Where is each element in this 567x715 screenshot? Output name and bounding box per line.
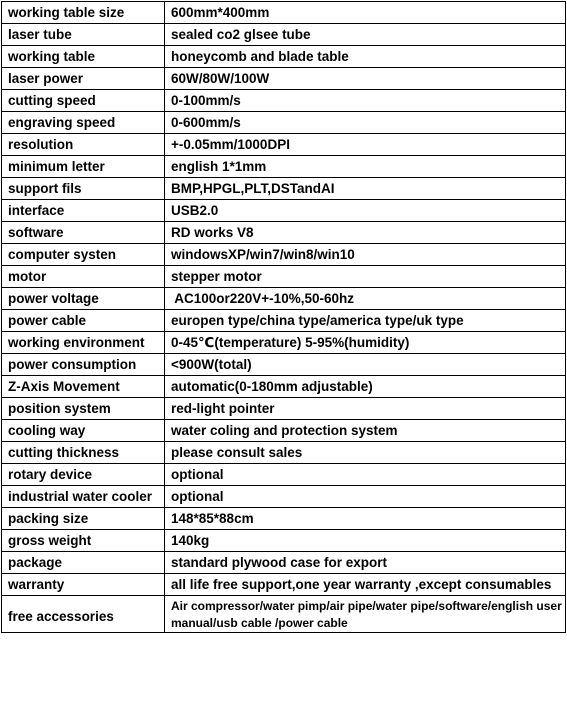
spec-label: laser power <box>2 68 165 90</box>
table-row <box>2 530 566 552</box>
table-row <box>2 442 566 464</box>
table-row <box>2 420 566 442</box>
spec-label: minimum letter <box>2 156 165 178</box>
spec-value: standard plywood case for export <box>165 552 566 574</box>
spec-label: computer systen <box>2 244 165 266</box>
table-row <box>2 596 566 633</box>
spec-value: stepper motor <box>165 266 566 288</box>
spec-label: gross weight <box>2 530 165 552</box>
spec-value: 0-100mm/s <box>165 90 566 112</box>
spec-value: optional <box>165 486 566 508</box>
spec-label: working table <box>2 46 165 68</box>
spec-value: honeycomb and blade table <box>165 46 566 68</box>
spec-label: software <box>2 222 165 244</box>
spec-value: RD works V8 <box>165 222 566 244</box>
spec-value: water coling and protection system <box>165 420 566 442</box>
spec-value: <900W(total) <box>165 354 566 376</box>
spec-value: english 1*1mm <box>165 156 566 178</box>
spec-label: support fils <box>2 178 165 200</box>
spec-table <box>1 1 566 633</box>
table-row <box>2 332 566 354</box>
spec-value: BMP,HPGL,PLT,DSTandAI <box>165 178 566 200</box>
spec-label: packing size <box>2 508 165 530</box>
spec-label: position system <box>2 398 165 420</box>
spec-label: motor <box>2 266 165 288</box>
table-row <box>2 508 566 530</box>
spec-label: laser tube <box>2 24 165 46</box>
spec-value: 600mm*400mm <box>165 2 566 24</box>
spec-value: red-light pointer <box>165 398 566 420</box>
table-row <box>2 2 566 24</box>
spec-label: cutting thickness <box>2 442 165 464</box>
spec-value: please consult sales <box>165 442 566 464</box>
spec-value: windowsXP/win7/win8/win10 <box>165 244 566 266</box>
table-row <box>2 486 566 508</box>
spec-label: industrial water cooler <box>2 486 165 508</box>
spec-label: cooling way <box>2 420 165 442</box>
table-row <box>2 46 566 68</box>
spec-value: AC100or220V+-10%,50-60hz <box>165 288 566 310</box>
table-row <box>2 376 566 398</box>
spec-value: all life free support,one year warranty ,except consumables <box>165 574 566 596</box>
spec-label: Z-Axis Movement <box>2 376 165 398</box>
table-row <box>2 178 566 200</box>
spec-label: power consumption <box>2 354 165 376</box>
spec-value: 0-600mm/s <box>165 112 566 134</box>
spec-label: package <box>2 552 165 574</box>
table-row <box>2 244 566 266</box>
spec-label: rotary device <box>2 464 165 486</box>
spec-label: warranty <box>2 574 165 596</box>
table-row <box>2 266 566 288</box>
spec-label: power cable <box>2 310 165 332</box>
spec-value: +-0.05mm/1000DPI <box>165 134 566 156</box>
spec-value: sealed co2 glsee tube <box>165 24 566 46</box>
table-row <box>2 398 566 420</box>
spec-label: working table size <box>2 2 165 24</box>
table-row <box>2 288 566 310</box>
table-row <box>2 574 566 596</box>
spec-label: interface <box>2 200 165 222</box>
table-row <box>2 354 566 376</box>
table-row <box>2 112 566 134</box>
spec-value: 140kg <box>165 530 566 552</box>
table-row <box>2 200 566 222</box>
spec-label: power voltage <box>2 288 165 310</box>
spec-label: working environment <box>2 332 165 354</box>
spec-value: 148*85*88cm <box>165 508 566 530</box>
spec-value: 60W/80W/100W <box>165 68 566 90</box>
table-row <box>2 68 566 90</box>
spec-value: USB2.0 <box>165 200 566 222</box>
table-row <box>2 464 566 486</box>
spec-label: free accessories <box>2 596 165 633</box>
spec-label: cutting speed <box>2 90 165 112</box>
table-row <box>2 222 566 244</box>
table-row <box>2 156 566 178</box>
spec-value: Air compressor/water pimp/air pipe/water pipe/software/english user manual/usb cable /power cable <box>165 596 566 633</box>
table-row <box>2 134 566 156</box>
table-row <box>2 24 566 46</box>
spec-value: 0-45℃(temperature) 5-95%(humidity) <box>165 332 566 354</box>
table-row <box>2 552 566 574</box>
table-row <box>2 310 566 332</box>
spec-value: optional <box>165 464 566 486</box>
spec-value: europen type/china type/america type/uk type <box>165 310 566 332</box>
spec-label: resolution <box>2 134 165 156</box>
spec-label: engraving speed <box>2 112 165 134</box>
table-row <box>2 90 566 112</box>
spec-value: automatic(0-180mm adjustable) <box>165 376 566 398</box>
